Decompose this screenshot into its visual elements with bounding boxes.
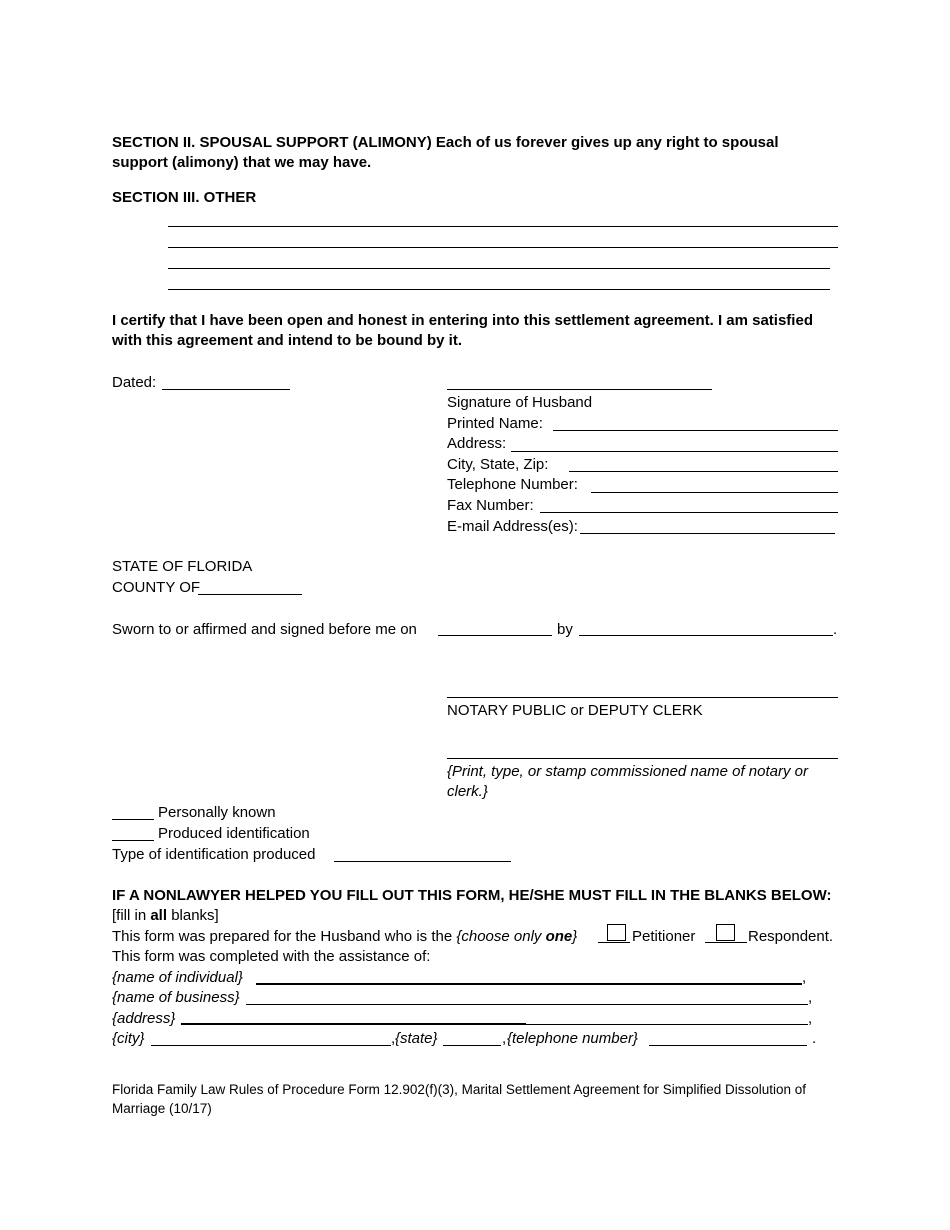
husband-signature-line[interactable]: [447, 389, 712, 390]
section-iii-heading: SECTION III. OTHER: [112, 189, 257, 206]
other-line-3[interactable]: [168, 268, 830, 269]
city-state-zip-label: City, State, Zip:: [447, 456, 549, 473]
petitioner-checkbox-box[interactable]: [607, 924, 626, 941]
address-assist-label: {address}: [112, 1010, 176, 1027]
other-line-1[interactable]: [168, 226, 838, 227]
id-type-label: Type of identification produced: [112, 846, 316, 863]
produced-id-label: Produced identification: [158, 825, 310, 842]
email-label: E-mail Address(es):: [447, 518, 578, 535]
personally-known-blank[interactable]: [112, 819, 154, 820]
state-comma: ,: [502, 1030, 507, 1047]
sworn-date-field[interactable]: [438, 635, 552, 636]
notary-name-line[interactable]: [447, 758, 838, 759]
city-state-zip-field[interactable]: [569, 471, 838, 472]
name-individual-comma: ,: [802, 969, 807, 986]
state-label: {state}: [395, 1030, 438, 1047]
by-label: by: [557, 621, 573, 638]
signature-of-husband-label: Signature of Husband: [447, 394, 593, 411]
email-field[interactable]: [580, 533, 835, 534]
choose-post: }: [572, 928, 578, 945]
fax-label: Fax Number:: [447, 497, 534, 514]
other-line-2[interactable]: [168, 247, 838, 248]
dated-field[interactable]: [162, 389, 290, 390]
choose-pre: {choose only: [456, 928, 546, 945]
respondent-checkbox[interactable]: [716, 924, 735, 943]
notary-title: NOTARY PUBLIC or DEPUTY CLERK: [447, 702, 703, 719]
sworn-by-field[interactable]: [579, 635, 833, 636]
telephone-field[interactable]: [591, 492, 838, 493]
address-assist-comma: ,: [808, 1010, 813, 1027]
fill-pre: [fill in: [112, 907, 151, 924]
other-line-4[interactable]: [168, 289, 830, 290]
county-label: COUNTY OF: [112, 579, 201, 596]
sworn-period: .: [833, 621, 838, 638]
fill-instruction: [112, 906, 219, 926]
county-field[interactable]: [198, 594, 302, 595]
telephone-assist-label: {telephone number}: [507, 1030, 638, 1047]
state-of-florida: STATE OF FLORIDA: [112, 558, 253, 575]
notary-signature-line[interactable]: [447, 697, 838, 698]
notary-print-note: {Print, type, or stamp commissioned name of notary or clerk.}: [447, 763, 808, 800]
produced-id-blank[interactable]: [112, 840, 154, 841]
name-individual-field[interactable]: [256, 983, 802, 985]
form-footer: Florida Family Law Rules of Procedure Form 12.902(f)(3), Marital Settlement Agreement for Simplified Dissolution of Marriage (10/17): [112, 1082, 807, 1116]
petitioner-checkbox[interactable]: [607, 924, 626, 943]
telephone-period: .: [812, 1030, 817, 1047]
address-assist-field-bold: [181, 1023, 526, 1025]
fax-field[interactable]: [540, 512, 838, 513]
name-business-field[interactable]: [246, 1004, 808, 1005]
telephone-assist-field[interactable]: [649, 1045, 807, 1046]
respondent-label: Respondent.: [748, 928, 834, 945]
telephone-label: Telephone Number:: [447, 476, 578, 493]
nonlawyer-heading: IF A NONLAWYER HELPED YOU FILL OUT THIS FORM, HE/SHE MUST FILL IN THE BLANKS BELOW:: [112, 887, 832, 904]
section-ii-paragraph: [112, 133, 832, 173]
sworn-label: Sworn to or affirmed and signed before me on: [112, 621, 417, 638]
city-comma: ,: [391, 1030, 396, 1047]
name-business-label: {name of business}: [112, 989, 240, 1006]
certify-paragraph: I certify that I have been open and honest in entering into this settlement agreement. I am satisfied with this agreement and intend to be bound by it.: [112, 312, 813, 349]
prepared-pre: This form was prepared for the Husband who is the: [112, 928, 457, 945]
address-field[interactable]: [511, 451, 838, 452]
choose-one: one: [545, 928, 573, 945]
printed-name-label: Printed Name:: [447, 415, 543, 432]
dated-label: Dated:: [112, 374, 157, 391]
printed-name-field[interactable]: [553, 430, 838, 431]
name-individual-label: {name of individual}: [112, 969, 243, 986]
city-label: {city}: [112, 1030, 145, 1047]
completed-label: This form was completed with the assistance of:: [112, 948, 431, 965]
personally-known-label: Personally known: [158, 804, 276, 821]
id-type-field[interactable]: [334, 861, 511, 862]
state-field[interactable]: [443, 1045, 501, 1046]
address-label: Address:: [447, 435, 507, 452]
city-field[interactable]: [151, 1045, 391, 1046]
section-ii-text: Each of us forever gives up any right to spousal support (alimony) that we may have.: [112, 134, 779, 171]
petitioner-label: Petitioner: [632, 928, 696, 945]
respondent-checkbox-box[interactable]: [716, 924, 735, 941]
fill-all: all: [150, 907, 168, 924]
section-ii-heading: SECTION II. SPOUSAL SUPPORT (ALIMONY): [112, 134, 432, 151]
name-business-comma: ,: [808, 989, 813, 1006]
fill-post: blanks]: [167, 907, 219, 924]
prepared-line: [112, 927, 577, 947]
